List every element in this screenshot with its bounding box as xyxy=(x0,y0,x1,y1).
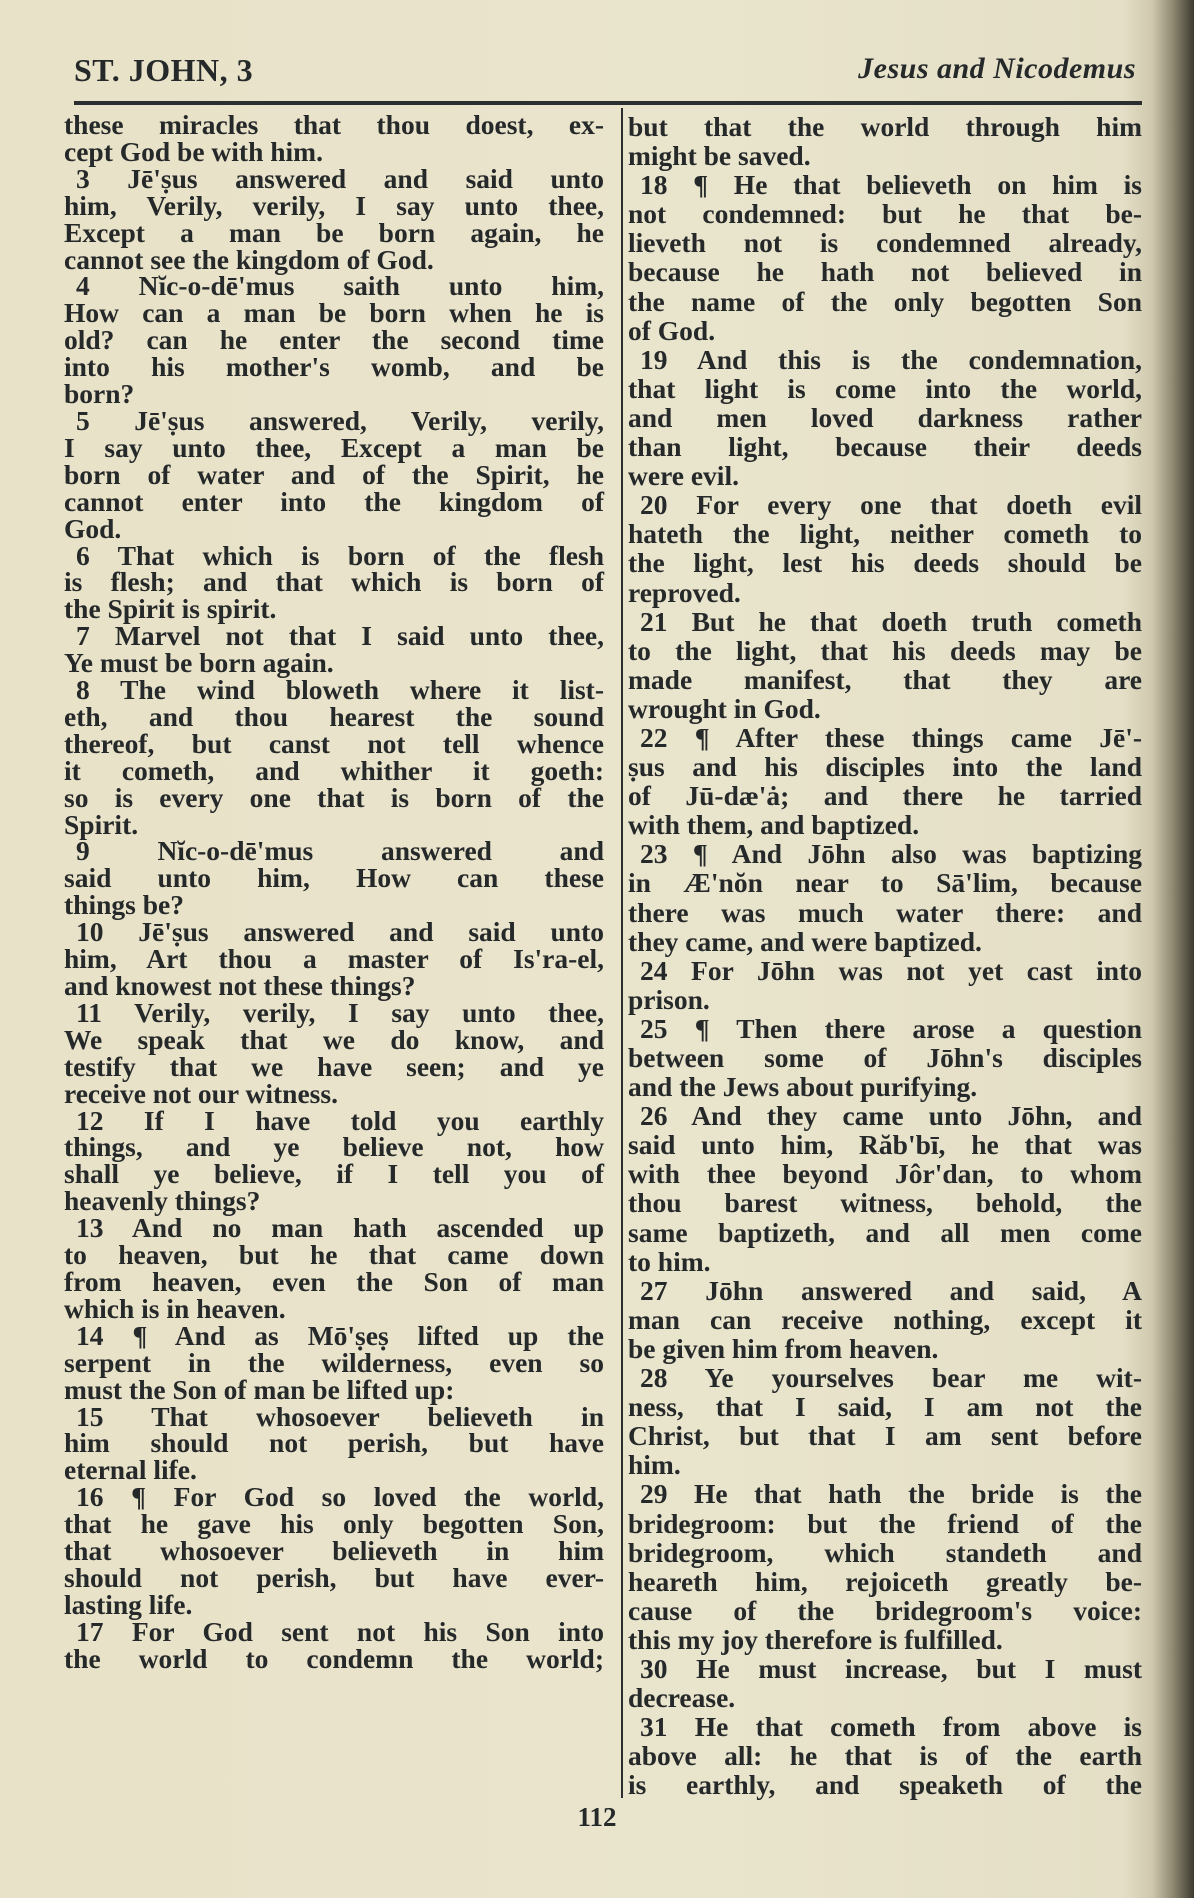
verse-line: made manifest, that they are xyxy=(628,663,1142,695)
verse-line: Christ, but that I am sent before xyxy=(628,1420,1142,1452)
verse-line: How can a man be born when he is xyxy=(64,297,604,329)
verse-line: to him. xyxy=(628,1245,711,1277)
verse-line: above all: he that is of the earth xyxy=(628,1740,1142,1772)
verse xyxy=(628,839,1142,955)
left-column xyxy=(64,109,604,1674)
verse-line: 8 The wind bloweth where it list- xyxy=(76,674,604,706)
column-divider xyxy=(621,108,623,1798)
verse-line: Spirit. xyxy=(64,808,139,840)
verse-line: 20 For every one that doeth evil xyxy=(640,489,1142,521)
verse-line: eth, and thou hearest the sound xyxy=(64,700,604,732)
verse-line: him, Art thou a master of Is'ra-el, xyxy=(64,943,604,975)
verse-line: heareth him, rejoiceth greatly be- xyxy=(628,1565,1142,1597)
verse-line: said unto him, How can these xyxy=(64,862,604,894)
verse xyxy=(64,674,604,840)
right-column xyxy=(628,112,1142,1799)
verse-line: 15 That whosoever believeth in xyxy=(76,1400,604,1432)
verse-line: to heaven, but he that came down xyxy=(64,1239,604,1271)
verse-line: into his mother's womb, and be xyxy=(64,351,604,383)
verse-line: be given him from heaven. xyxy=(628,1332,939,1364)
verse-line: 12 If I have told you earthly xyxy=(76,1104,604,1136)
verse xyxy=(64,620,604,679)
verse xyxy=(628,607,1142,723)
verse-line: this my joy therefore is fulfilled. xyxy=(628,1623,1003,1655)
verse-line: 11 Verily, verily, I say unto thee, xyxy=(76,996,604,1028)
verse-line: in Æ'nŏn near to Sā'lim, because xyxy=(628,867,1142,899)
verse xyxy=(64,1104,604,1217)
verse-line: cannot see the kingdom of God. xyxy=(64,243,434,275)
verse xyxy=(64,1400,604,1486)
verse-line: thereof, but canst not tell whence xyxy=(64,727,604,759)
verse-line: decrease. xyxy=(628,1682,736,1714)
verse-line: 18 ¶ He that believeth on him is xyxy=(640,169,1142,201)
verse-line: is earthly, and speaketh of the xyxy=(628,1769,1142,1801)
verse-line: ness, that I said, I am not the xyxy=(628,1391,1142,1423)
verse xyxy=(64,996,604,1109)
verse-line: 19 And this is the condemnation, xyxy=(640,343,1142,375)
verse xyxy=(628,1363,1142,1479)
verse-line: 10 Jē'ṣus answered and said unto xyxy=(76,916,604,948)
verse-line: cannot enter into the kingdom of xyxy=(64,485,604,517)
verse-line: born? xyxy=(64,378,135,410)
verse xyxy=(628,1276,1142,1363)
verse-line: eternal life. xyxy=(64,1454,197,1486)
verse-line: might be saved. xyxy=(628,140,811,172)
verse-line: so is every one that is born of the xyxy=(64,781,604,813)
verse-line: prison. xyxy=(628,983,710,1015)
verse xyxy=(64,916,604,1001)
verse-line: man can receive nothing, except it xyxy=(628,1303,1142,1335)
verse-line: the world to condemn the world; xyxy=(64,1642,604,1674)
verse-line: because he hath not believed in xyxy=(628,256,1142,288)
verse-line: the name of the only begotten Son xyxy=(628,285,1142,317)
verse-line: with them, and baptized. xyxy=(628,809,920,841)
verse-line: thou barest witness, behold, the xyxy=(628,1187,1142,1219)
verse-line: ṣus and his disciples into the land xyxy=(628,751,1142,783)
verse-line: wrought in God. xyxy=(628,692,821,724)
verse-line: 3 Jē'ṣus answered and said unto xyxy=(76,162,604,194)
verse-line: but that the world through him xyxy=(628,111,1142,142)
verse xyxy=(628,170,1142,345)
verse xyxy=(628,345,1142,490)
verse-line: than light, because their deeds xyxy=(628,431,1142,463)
verse-line: 21 But he that doeth truth cometh xyxy=(640,605,1142,637)
verse xyxy=(64,1615,604,1674)
verse-line: testify that we have seen; and ye xyxy=(64,1050,604,1082)
verse-line: him, Verily, verily, I say unto thee, xyxy=(64,189,604,221)
verse xyxy=(628,956,1142,1014)
verse xyxy=(628,490,1142,606)
verse-line: old? can he enter the second time xyxy=(64,324,604,356)
verse-line: they came, and were baptized. xyxy=(628,925,982,957)
verse xyxy=(628,1101,1142,1276)
verse-line: lieveth not is condemned already, xyxy=(628,227,1142,259)
verse-line: 6 That which is born of the flesh xyxy=(76,539,604,571)
verse xyxy=(64,835,604,921)
verse-line: heavenly things? xyxy=(64,1185,261,1217)
verse-line: said unto him, Răb'bī, he that was xyxy=(628,1129,1142,1161)
verse-line: bridegroom: but the friend of the xyxy=(628,1507,1142,1539)
verse-line: of Jū-dæ'ȧ; and there he tarried xyxy=(628,780,1142,812)
verse-line: and the Jews about purifying. xyxy=(628,1071,978,1103)
verse xyxy=(628,1712,1142,1799)
verse-line: 29 He that hath the bride is the xyxy=(640,1478,1142,1510)
verse xyxy=(64,539,604,625)
verse-line: 17 For God sent not his Son into xyxy=(76,1615,604,1647)
page-number: 112 xyxy=(577,1802,617,1832)
verse-line: I say unto thee, Except a man be xyxy=(64,431,604,463)
verse xyxy=(628,112,1142,170)
verse-line: 16 ¶ For God so loved the world, xyxy=(76,1481,604,1513)
verse-line: between some of Jōhn's disciples xyxy=(628,1042,1142,1073)
verse-line: God. xyxy=(64,512,122,544)
verse-line: these miracles that thou doest, ex- xyxy=(64,109,604,140)
verse-line: things, and ye believe not, how xyxy=(64,1131,604,1163)
verse-line: him should not perish, but have xyxy=(64,1427,604,1459)
verse-line: that light is come into the world, xyxy=(628,372,1142,404)
verse xyxy=(628,1654,1142,1712)
verse-line: 28 Ye yourselves bear me wit- xyxy=(640,1362,1142,1394)
verse-line: were evil. xyxy=(628,460,739,492)
verse xyxy=(64,1319,604,1405)
verse xyxy=(64,404,604,544)
verse-line: 9 Nĭc-o-dē'mus answered and xyxy=(76,835,604,867)
verse-line: 22 ¶ After these things came Jē'- xyxy=(640,721,1142,753)
verse-line: receive not our witness. xyxy=(64,1077,338,1109)
verse-line: 7 Marvel not that I said unto thee, xyxy=(76,620,604,652)
verse-line: cause of the bridegroom's voice: xyxy=(628,1594,1142,1626)
verse-line: 30 He must increase, but I must xyxy=(640,1652,1142,1684)
verse xyxy=(628,1479,1142,1654)
verse-line: which is in heaven. xyxy=(64,1292,286,1324)
verse-line: it cometh, and whither it goeth: xyxy=(64,754,604,786)
verse-line: serpent in the wilderness, even so xyxy=(64,1346,604,1378)
verse xyxy=(628,1014,1142,1101)
verse-line: to the light, that his deeds may be xyxy=(628,634,1142,666)
verse-line: 26 And they came unto Jōhn, and xyxy=(640,1100,1142,1132)
verse-line: 14 ¶ And as Mō'ṣeṣ lifted up the xyxy=(76,1319,604,1351)
verse-line: born of water and of the Spirit, he xyxy=(64,458,604,490)
verse-line: must the Son of man be lifted up: xyxy=(64,1373,455,1405)
verse xyxy=(64,109,604,167)
verse-line: same baptizeth, and all men come xyxy=(628,1216,1142,1248)
verse-line: not condemned: but he that be- xyxy=(628,198,1142,230)
verse-line: and men loved darkness rather xyxy=(628,401,1142,433)
verse-line: 23 ¶ And Jōhn also was baptizing xyxy=(640,838,1142,870)
verse-line: from heaven, even the Son of man xyxy=(64,1265,604,1297)
verse-line: and knowest not these things? xyxy=(64,970,416,1001)
verse-line: that whosoever believeth in him xyxy=(64,1535,604,1567)
verse-line: Ye must be born again. xyxy=(64,647,334,679)
verse-line: bridegroom, which standeth and xyxy=(628,1536,1142,1568)
verse-line: hateth the light, neither cometh to xyxy=(628,518,1142,550)
verse xyxy=(64,1212,604,1324)
verse-line: reproved. xyxy=(628,576,741,608)
verse-line: 25 ¶ Then there arose a question xyxy=(640,1012,1142,1044)
verse-line: 24 For Jōhn was not yet cast into xyxy=(640,954,1142,986)
verse-line: 27 Jōhn answered and said, A xyxy=(640,1274,1142,1306)
verse-line: 13 And no man hath ascended up xyxy=(76,1212,604,1244)
verse-line: 5 Jē'ṣus answered, Verily, verily, xyxy=(76,404,604,436)
verse-line: cept God be with him. xyxy=(64,135,323,167)
verse-line: the Spirit is spirit. xyxy=(64,593,277,625)
verse-line: that he gave his only begotten Son, xyxy=(64,1508,604,1540)
verse xyxy=(628,723,1142,839)
header-rule xyxy=(74,101,1142,105)
verse-line: is flesh; and that which is born of xyxy=(64,566,604,598)
verse-line: 31 He that cometh from above is xyxy=(640,1711,1142,1743)
verse-line: things be? xyxy=(64,889,184,921)
verse xyxy=(64,162,604,275)
verse-line: lasting life. xyxy=(64,1588,193,1620)
verse-line: shall ye believe, if I tell you of xyxy=(64,1158,604,1190)
verse xyxy=(64,270,604,410)
verse-line: of God. xyxy=(628,314,716,346)
running-head-book-chapter: ST. JOHN, 3 xyxy=(74,52,254,88)
verse-line: 4 Nĭc-o-dē'mus saith unto him, xyxy=(76,270,604,302)
verse-line: We speak that we do know, and xyxy=(64,1023,604,1055)
verse-line: should not perish, but have ever- xyxy=(64,1561,604,1593)
verse xyxy=(64,1481,604,1620)
verse-line: Except a man be born again, he xyxy=(64,216,604,248)
verse-line: there was much water there: and xyxy=(628,896,1142,928)
running-head-topic: Jesus and Nicodemus xyxy=(858,52,1136,85)
verse-line: the light, lest his deeds should be xyxy=(628,547,1142,579)
verse-line: with thee beyond Jôr'dan, to whom xyxy=(628,1158,1142,1190)
verse-line: him. xyxy=(628,1449,681,1481)
